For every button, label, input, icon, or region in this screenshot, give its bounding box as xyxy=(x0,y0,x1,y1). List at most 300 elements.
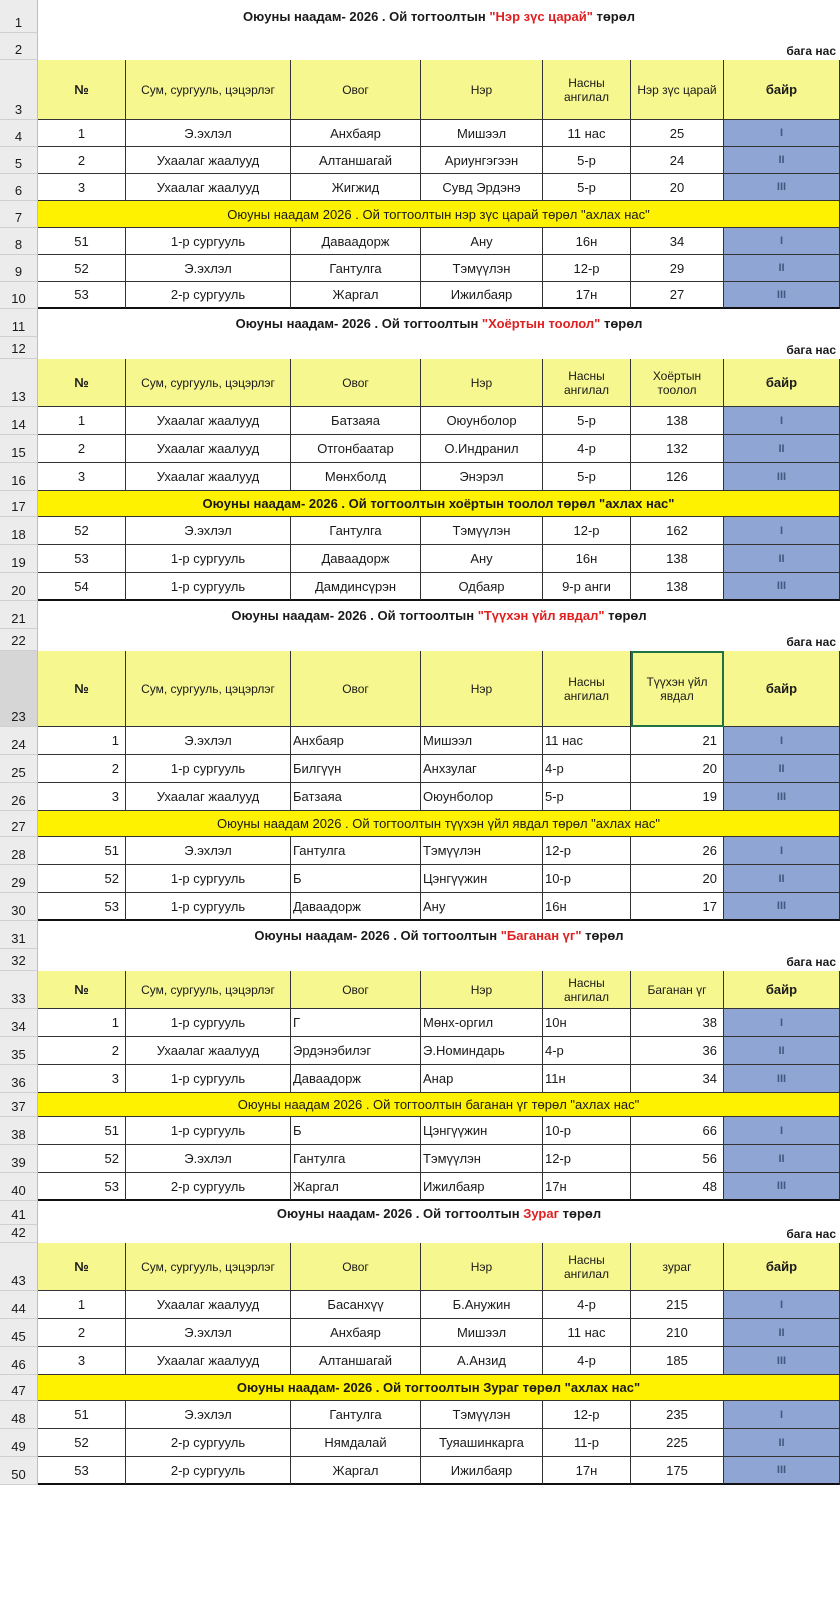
row-header[interactable]: 50 xyxy=(0,1457,38,1485)
surname-cell[interactable]: Жаргал xyxy=(291,1457,421,1485)
place-cell[interactable]: III xyxy=(724,1173,840,1201)
row-header[interactable]: 10 xyxy=(0,282,38,309)
num-cell[interactable]: 2 xyxy=(38,147,126,174)
row-header[interactable]: 13 xyxy=(0,359,38,407)
row-header[interactable]: 14 xyxy=(0,407,38,435)
surname-cell[interactable]: Дамдинсүрэн xyxy=(291,573,421,601)
name-cell[interactable]: Ану xyxy=(421,893,543,921)
school-cell[interactable]: 2-р сургууль xyxy=(126,1457,291,1485)
school-cell[interactable]: Э.эхлэл xyxy=(126,517,291,545)
row-header[interactable]: 35 xyxy=(0,1037,38,1065)
name-cell[interactable]: Тэмүүлэн xyxy=(421,837,543,865)
name-cell[interactable]: Тэмүүлэн xyxy=(421,517,543,545)
place-cell[interactable]: III xyxy=(724,1347,840,1375)
row-header[interactable]: 47 xyxy=(0,1375,38,1401)
older-age-banner[interactable]: Оюуны наадам- 2026 . Ой тогтоолтын Зураг төрөл "ахлах нас" xyxy=(38,1375,840,1401)
header-place-cell[interactable]: байр xyxy=(724,971,840,1009)
surname-cell[interactable]: Анхбаяр xyxy=(291,727,421,755)
score-cell[interactable]: 235 xyxy=(631,1401,724,1429)
header-age-cell[interactable]: Насны ангилал xyxy=(543,60,631,120)
age-cell[interactable]: 5-р xyxy=(543,407,631,435)
age-cell[interactable]: 4-р xyxy=(543,1347,631,1375)
score-cell[interactable]: 27 xyxy=(631,282,724,309)
header-age-cell[interactable]: Насны ангилал xyxy=(543,651,631,727)
surname-cell[interactable]: Гантулга xyxy=(291,517,421,545)
age-cell[interactable]: 5-р xyxy=(543,147,631,174)
header-surname-cell[interactable]: Овог xyxy=(291,359,421,407)
row-header[interactable]: 12 xyxy=(0,337,38,359)
school-cell[interactable]: Э.эхлэл xyxy=(126,727,291,755)
score-cell[interactable]: 24 xyxy=(631,147,724,174)
school-cell[interactable]: Ухаалаг жаалууд xyxy=(126,435,291,463)
num-cell[interactable]: 1 xyxy=(38,407,126,435)
num-cell[interactable]: 53 xyxy=(38,893,126,921)
score-cell[interactable]: 210 xyxy=(631,1319,724,1347)
age-cell[interactable]: 4-р xyxy=(543,1291,631,1319)
row-header[interactable]: 39 xyxy=(0,1145,38,1173)
score-cell[interactable]: 138 xyxy=(631,545,724,573)
num-cell[interactable]: 52 xyxy=(38,517,126,545)
place-cell[interactable]: II xyxy=(724,1145,840,1173)
header-school-cell[interactable]: Сум, сургууль, цэцэрлэг xyxy=(126,359,291,407)
place-cell[interactable]: III xyxy=(724,1065,840,1093)
age-cell[interactable]: 11 нас xyxy=(543,120,631,147)
row-header[interactable]: 33 xyxy=(0,971,38,1009)
name-cell[interactable]: Оюунболор xyxy=(421,783,543,811)
name-cell[interactable]: Оюунболор xyxy=(421,407,543,435)
num-cell[interactable]: 3 xyxy=(38,1065,126,1093)
header-place-cell[interactable]: байр xyxy=(724,359,840,407)
header-name-cell[interactable]: Нэр xyxy=(421,651,543,727)
row-header[interactable]: 1 xyxy=(0,0,38,33)
place-cell[interactable]: III xyxy=(724,174,840,201)
score-cell[interactable]: 185 xyxy=(631,1347,724,1375)
place-cell[interactable]: III xyxy=(724,573,840,601)
row-header[interactable]: 24 xyxy=(0,727,38,755)
school-cell[interactable]: 1-р сургууль xyxy=(126,545,291,573)
header-school-cell[interactable]: Сум, сургууль, цэцэрлэг xyxy=(126,971,291,1009)
age-cell[interactable]: 12-р xyxy=(543,1145,631,1173)
num-cell[interactable]: 51 xyxy=(38,1117,126,1145)
older-age-banner[interactable]: Оюуны наадам 2026 . Ой тогтоолтын түүхэн үйл явдал төрөл "ахлах нас" xyxy=(38,811,840,837)
place-cell[interactable]: I xyxy=(724,1401,840,1429)
school-cell[interactable]: Ухаалаг жаалууд xyxy=(126,463,291,491)
row-header[interactable]: 29 xyxy=(0,865,38,893)
surname-cell[interactable]: Анхбаяр xyxy=(291,120,421,147)
row-header[interactable]: 7 xyxy=(0,201,38,228)
place-cell[interactable]: III xyxy=(724,282,840,309)
row-header[interactable]: 5 xyxy=(0,147,38,174)
header-name-cell[interactable]: Нэр xyxy=(421,971,543,1009)
school-cell[interactable]: 1-р сургууль xyxy=(126,1117,291,1145)
name-cell[interactable]: Тэмүүлэн xyxy=(421,1145,543,1173)
header-num-cell[interactable]: № xyxy=(38,651,126,727)
school-cell[interactable]: 2-р сургууль xyxy=(126,1429,291,1457)
place-cell[interactable]: III xyxy=(724,893,840,921)
header-surname-cell[interactable]: Овог xyxy=(291,651,421,727)
header-place-cell[interactable]: байр xyxy=(724,651,840,727)
header-num-cell[interactable]: № xyxy=(38,359,126,407)
school-cell[interactable]: Ухаалаг жаалууд xyxy=(126,1291,291,1319)
age-cell[interactable]: 10-р xyxy=(543,1117,631,1145)
score-cell[interactable]: 38 xyxy=(631,1009,724,1037)
place-cell[interactable]: II xyxy=(724,147,840,174)
row-header[interactable]: 49 xyxy=(0,1429,38,1457)
row-header[interactable]: 20 xyxy=(0,573,38,601)
row-header[interactable]: 46 xyxy=(0,1347,38,1375)
school-cell[interactable]: 1-р сургууль xyxy=(126,865,291,893)
score-cell[interactable]: 20 xyxy=(631,865,724,893)
place-cell[interactable]: I xyxy=(724,120,840,147)
score-cell[interactable]: 138 xyxy=(631,573,724,601)
num-cell[interactable]: 53 xyxy=(38,545,126,573)
row-header[interactable]: 37 xyxy=(0,1093,38,1117)
age-cell[interactable]: 17н xyxy=(543,1173,631,1201)
age-cell[interactable]: 12-р xyxy=(543,255,631,282)
name-cell[interactable]: Одбаяр xyxy=(421,573,543,601)
score-cell[interactable]: 126 xyxy=(631,463,724,491)
age-cell[interactable]: 11н xyxy=(543,1065,631,1093)
num-cell[interactable]: 53 xyxy=(38,282,126,309)
num-cell[interactable]: 2 xyxy=(38,1037,126,1065)
surname-cell[interactable]: Алтаншагай xyxy=(291,1347,421,1375)
score-cell[interactable]: 34 xyxy=(631,1065,724,1093)
num-cell[interactable]: 52 xyxy=(38,1145,126,1173)
surname-cell[interactable]: Гантулга xyxy=(291,1145,421,1173)
num-cell[interactable]: 3 xyxy=(38,463,126,491)
name-cell[interactable]: Ижилбаяр xyxy=(421,1457,543,1485)
header-score-cell[interactable]: Хоёртын тоолол xyxy=(631,359,724,407)
header-num-cell[interactable]: № xyxy=(38,971,126,1009)
header-age-cell[interactable]: Насны ангилал xyxy=(543,359,631,407)
num-cell[interactable]: 53 xyxy=(38,1457,126,1485)
score-cell[interactable]: 48 xyxy=(631,1173,724,1201)
header-score-cell[interactable]: зураг xyxy=(631,1243,724,1291)
num-cell[interactable]: 51 xyxy=(38,228,126,255)
surname-cell[interactable]: Даваадорж xyxy=(291,228,421,255)
num-cell[interactable]: 1 xyxy=(38,120,126,147)
num-cell[interactable]: 1 xyxy=(38,1009,126,1037)
surname-cell[interactable]: Билгүүн xyxy=(291,755,421,783)
age-cell[interactable]: 16н xyxy=(543,893,631,921)
place-cell[interactable]: I xyxy=(724,407,840,435)
surname-cell[interactable]: Даваадорж xyxy=(291,545,421,573)
school-cell[interactable]: 2-р сургууль xyxy=(126,282,291,309)
num-cell[interactable]: 52 xyxy=(38,255,126,282)
header-surname-cell[interactable]: Овог xyxy=(291,971,421,1009)
surname-cell[interactable]: Даваадорж xyxy=(291,893,421,921)
school-cell[interactable]: 1-р сургууль xyxy=(126,573,291,601)
place-cell[interactable]: II xyxy=(724,545,840,573)
header-age-cell[interactable]: Насны ангилал xyxy=(543,971,631,1009)
school-cell[interactable]: Ухаалаг жаалууд xyxy=(126,407,291,435)
score-cell[interactable]: 225 xyxy=(631,1429,724,1457)
name-cell[interactable]: Энэрэл xyxy=(421,463,543,491)
row-header[interactable]: 8 xyxy=(0,228,38,255)
header-num-cell[interactable]: № xyxy=(38,60,126,120)
school-cell[interactable]: 1-р сургууль xyxy=(126,1065,291,1093)
name-cell[interactable]: Ижилбаяр xyxy=(421,1173,543,1201)
row-header[interactable]: 15 xyxy=(0,435,38,463)
name-cell[interactable]: Ану xyxy=(421,228,543,255)
score-cell[interactable]: 21 xyxy=(631,727,724,755)
surname-cell[interactable]: Гантулга xyxy=(291,255,421,282)
place-cell[interactable]: II xyxy=(724,1429,840,1457)
age-cell[interactable]: 5-р xyxy=(543,783,631,811)
score-cell[interactable]: 138 xyxy=(631,407,724,435)
header-school-cell[interactable]: Сум, сургууль, цэцэрлэг xyxy=(126,651,291,727)
num-cell[interactable]: 3 xyxy=(38,783,126,811)
school-cell[interactable]: 1-р сургууль xyxy=(126,1009,291,1037)
age-cell[interactable]: 10н xyxy=(543,1009,631,1037)
row-header[interactable]: 42 xyxy=(0,1225,38,1243)
score-cell[interactable]: 162 xyxy=(631,517,724,545)
num-cell[interactable]: 51 xyxy=(38,1401,126,1429)
school-cell[interactable]: Ухаалаг жаалууд xyxy=(126,1347,291,1375)
header-place-cell[interactable]: байр xyxy=(724,1243,840,1291)
older-age-banner[interactable]: Оюуны наадам 2026 . Ой тогтоолтын нэр зүс царай төрөл "ахлах нас" xyxy=(38,201,840,228)
row-header[interactable]: 17 xyxy=(0,491,38,517)
num-cell[interactable]: 3 xyxy=(38,174,126,201)
header-surname-cell[interactable]: Овог xyxy=(291,1243,421,1291)
surname-cell[interactable]: Г xyxy=(291,1009,421,1037)
header-num-cell[interactable]: № xyxy=(38,1243,126,1291)
place-cell[interactable]: II xyxy=(724,755,840,783)
name-cell[interactable]: Э.Номиндарь xyxy=(421,1037,543,1065)
place-cell[interactable]: II xyxy=(724,1037,840,1065)
surname-cell[interactable]: Батзаяа xyxy=(291,783,421,811)
surname-cell[interactable]: Гантулга xyxy=(291,1401,421,1429)
row-header[interactable]: 41 xyxy=(0,1201,38,1225)
num-cell[interactable]: 2 xyxy=(38,1319,126,1347)
name-cell[interactable]: Мишээл xyxy=(421,1319,543,1347)
school-cell[interactable]: Ухаалаг жаалууд xyxy=(126,1037,291,1065)
place-cell[interactable]: I xyxy=(724,727,840,755)
name-cell[interactable]: Тэмүүлэн xyxy=(421,255,543,282)
surname-cell[interactable]: Б xyxy=(291,1117,421,1145)
row-header[interactable]: 27 xyxy=(0,811,38,837)
place-cell[interactable]: II xyxy=(724,255,840,282)
name-cell[interactable]: Мишээл xyxy=(421,120,543,147)
num-cell[interactable]: 52 xyxy=(38,1429,126,1457)
school-cell[interactable]: Ухаалаг жаалууд xyxy=(126,174,291,201)
num-cell[interactable]: 54 xyxy=(38,573,126,601)
num-cell[interactable]: 51 xyxy=(38,837,126,865)
place-cell[interactable]: I xyxy=(724,1117,840,1145)
place-cell[interactable]: III xyxy=(724,1457,840,1485)
row-header[interactable]: 21 xyxy=(0,601,38,629)
place-cell[interactable]: II xyxy=(724,1319,840,1347)
surname-cell[interactable]: Даваадорж xyxy=(291,1065,421,1093)
school-cell[interactable]: Ухаалаг жаалууд xyxy=(126,783,291,811)
name-cell[interactable]: Б.Анужин xyxy=(421,1291,543,1319)
school-cell[interactable]: Э.эхлэл xyxy=(126,120,291,147)
name-cell[interactable]: Сувд Эрдэнэ xyxy=(421,174,543,201)
name-cell[interactable]: Цэнгүүжин xyxy=(421,1117,543,1145)
school-cell[interactable]: Э.эхлэл xyxy=(126,255,291,282)
surname-cell[interactable]: Нямдалай xyxy=(291,1429,421,1457)
score-cell[interactable]: 17 xyxy=(631,893,724,921)
surname-cell[interactable]: Анхбаяр xyxy=(291,1319,421,1347)
name-cell[interactable]: Тэмүүлэн xyxy=(421,1401,543,1429)
row-header[interactable]: 31 xyxy=(0,921,38,949)
row-header[interactable]: 34 xyxy=(0,1009,38,1037)
score-cell[interactable]: 175 xyxy=(631,1457,724,1485)
age-cell[interactable]: 17н xyxy=(543,1457,631,1485)
row-header[interactable]: 2 xyxy=(0,33,38,60)
school-cell[interactable]: Ухаалаг жаалууд xyxy=(126,147,291,174)
age-cell[interactable]: 12-р xyxy=(543,1401,631,1429)
age-cell[interactable]: 11 нас xyxy=(543,727,631,755)
name-cell[interactable]: Анхзулаг xyxy=(421,755,543,783)
age-cell[interactable]: 9-р анги xyxy=(543,573,631,601)
row-header[interactable]: 6 xyxy=(0,174,38,201)
place-cell[interactable]: III xyxy=(724,463,840,491)
num-cell[interactable]: 2 xyxy=(38,755,126,783)
row-header[interactable]: 4 xyxy=(0,120,38,147)
row-header[interactable]: 45 xyxy=(0,1319,38,1347)
row-header[interactable]: 11 xyxy=(0,309,38,337)
name-cell[interactable]: Мишээл xyxy=(421,727,543,755)
row-header[interactable]: 48 xyxy=(0,1401,38,1429)
num-cell[interactable]: 1 xyxy=(38,1291,126,1319)
row-header[interactable]: 22 xyxy=(0,629,38,651)
age-cell[interactable]: 5-р xyxy=(543,463,631,491)
school-cell[interactable]: Э.эхлэл xyxy=(126,837,291,865)
surname-cell[interactable]: Отгонбаатар xyxy=(291,435,421,463)
score-cell[interactable]: 20 xyxy=(631,174,724,201)
surname-cell[interactable]: Мөнхболд xyxy=(291,463,421,491)
age-cell[interactable]: 16н xyxy=(543,545,631,573)
surname-cell[interactable]: Жаргал xyxy=(291,1173,421,1201)
name-cell[interactable]: Ану xyxy=(421,545,543,573)
score-cell[interactable]: 36 xyxy=(631,1037,724,1065)
place-cell[interactable]: I xyxy=(724,517,840,545)
row-header[interactable]: 43 xyxy=(0,1243,38,1291)
row-header[interactable]: 30 xyxy=(0,893,38,921)
row-header[interactable]: 32 xyxy=(0,949,38,971)
header-score-cell[interactable]: Түүхэн үйл явдал xyxy=(631,651,724,727)
name-cell[interactable]: Цэнгүүжин xyxy=(421,865,543,893)
row-header[interactable]: 18 xyxy=(0,517,38,545)
school-cell[interactable]: 2-р сургууль xyxy=(126,1173,291,1201)
name-cell[interactable]: А.Анзид xyxy=(421,1347,543,1375)
row-header[interactable]: 28 xyxy=(0,837,38,865)
surname-cell[interactable]: Жаргал xyxy=(291,282,421,309)
school-cell[interactable]: Э.эхлэл xyxy=(126,1401,291,1429)
surname-cell[interactable]: Б xyxy=(291,865,421,893)
name-cell[interactable]: Ариунгэгээн xyxy=(421,147,543,174)
place-cell[interactable]: I xyxy=(724,1009,840,1037)
score-cell[interactable]: 29 xyxy=(631,255,724,282)
row-header[interactable]: 40 xyxy=(0,1173,38,1201)
header-place-cell[interactable]: байр xyxy=(724,60,840,120)
row-header[interactable]: 36 xyxy=(0,1065,38,1093)
surname-cell[interactable]: Батзаяа xyxy=(291,407,421,435)
score-cell[interactable]: 26 xyxy=(631,837,724,865)
header-score-cell[interactable]: Нэр зүс царай xyxy=(631,60,724,120)
school-cell[interactable]: 1-р сургууль xyxy=(126,893,291,921)
school-cell[interactable]: 1-р сургууль xyxy=(126,228,291,255)
row-header[interactable]: 3 xyxy=(0,60,38,120)
name-cell[interactable]: О.Индранил xyxy=(421,435,543,463)
age-cell[interactable]: 4-р xyxy=(543,1037,631,1065)
age-cell[interactable]: 11-р xyxy=(543,1429,631,1457)
score-cell[interactable]: 132 xyxy=(631,435,724,463)
score-cell[interactable]: 20 xyxy=(631,755,724,783)
num-cell[interactable]: 52 xyxy=(38,865,126,893)
row-header[interactable]: 25 xyxy=(0,755,38,783)
header-name-cell[interactable]: Нэр xyxy=(421,1243,543,1291)
row-header[interactable]: 9 xyxy=(0,255,38,282)
header-name-cell[interactable]: Нэр xyxy=(421,359,543,407)
score-cell[interactable]: 25 xyxy=(631,120,724,147)
age-cell[interactable]: 12-р xyxy=(543,517,631,545)
row-header[interactable]: 26 xyxy=(0,783,38,811)
surname-cell[interactable]: Алтаншагай xyxy=(291,147,421,174)
age-cell[interactable]: 11 нас xyxy=(543,1319,631,1347)
place-cell[interactable]: I xyxy=(724,1291,840,1319)
header-score-cell[interactable]: Баганан үг xyxy=(631,971,724,1009)
header-surname-cell[interactable]: Овог xyxy=(291,60,421,120)
name-cell[interactable]: Ижилбаяр xyxy=(421,282,543,309)
surname-cell[interactable]: Жигжид xyxy=(291,174,421,201)
older-age-banner[interactable]: Оюуны наадам- 2026 . Ой тогтоолтын хоёртын тоолол төрөл "ахлах нас" xyxy=(38,491,840,517)
header-name-cell[interactable]: Нэр xyxy=(421,60,543,120)
place-cell[interactable]: I xyxy=(724,837,840,865)
place-cell[interactable]: III xyxy=(724,783,840,811)
surname-cell[interactable]: Эрдэнэбилэг xyxy=(291,1037,421,1065)
age-cell[interactable]: 4-р xyxy=(543,435,631,463)
age-cell[interactable]: 12-р xyxy=(543,837,631,865)
school-cell[interactable]: 1-р сургууль xyxy=(126,755,291,783)
score-cell[interactable]: 66 xyxy=(631,1117,724,1145)
num-cell[interactable]: 1 xyxy=(38,727,126,755)
age-cell[interactable]: 5-р xyxy=(543,174,631,201)
place-cell[interactable]: II xyxy=(724,865,840,893)
name-cell[interactable]: Мөнх-оргил xyxy=(421,1009,543,1037)
header-age-cell[interactable]: Насны ангилал xyxy=(543,1243,631,1291)
surname-cell[interactable]: Басанхүү xyxy=(291,1291,421,1319)
age-cell[interactable]: 16н xyxy=(543,228,631,255)
row-header[interactable]: 16 xyxy=(0,463,38,491)
surname-cell[interactable]: Гантулга xyxy=(291,837,421,865)
name-cell[interactable]: Туяашинкарга xyxy=(421,1429,543,1457)
age-cell[interactable]: 10-р xyxy=(543,865,631,893)
score-cell[interactable]: 19 xyxy=(631,783,724,811)
school-cell[interactable]: Э.эхлэл xyxy=(126,1145,291,1173)
row-header[interactable]: 19 xyxy=(0,545,38,573)
num-cell[interactable]: 3 xyxy=(38,1347,126,1375)
place-cell[interactable]: I xyxy=(724,228,840,255)
school-cell[interactable]: Э.эхлэл xyxy=(126,1319,291,1347)
header-school-cell[interactable]: Сум, сургууль, цэцэрлэг xyxy=(126,1243,291,1291)
age-cell[interactable]: 4-р xyxy=(543,755,631,783)
score-cell[interactable]: 215 xyxy=(631,1291,724,1319)
score-cell[interactable]: 56 xyxy=(631,1145,724,1173)
score-cell[interactable]: 34 xyxy=(631,228,724,255)
row-header[interactable]: 38 xyxy=(0,1117,38,1145)
older-age-banner[interactable]: Оюуны наадам 2026 . Ой тогтоолтын баганан үг төрөл "ахлах нас" xyxy=(38,1093,840,1117)
name-cell[interactable]: Анар xyxy=(421,1065,543,1093)
row-header[interactable]: 44 xyxy=(0,1291,38,1319)
num-cell[interactable]: 2 xyxy=(38,435,126,463)
place-cell[interactable]: II xyxy=(724,435,840,463)
header-school-cell[interactable]: Сум, сургууль, цэцэрлэг xyxy=(126,60,291,120)
num-cell[interactable]: 53 xyxy=(38,1173,126,1201)
age-cell[interactable]: 17н xyxy=(543,282,631,309)
row-header[interactable]: 23 xyxy=(0,651,38,727)
